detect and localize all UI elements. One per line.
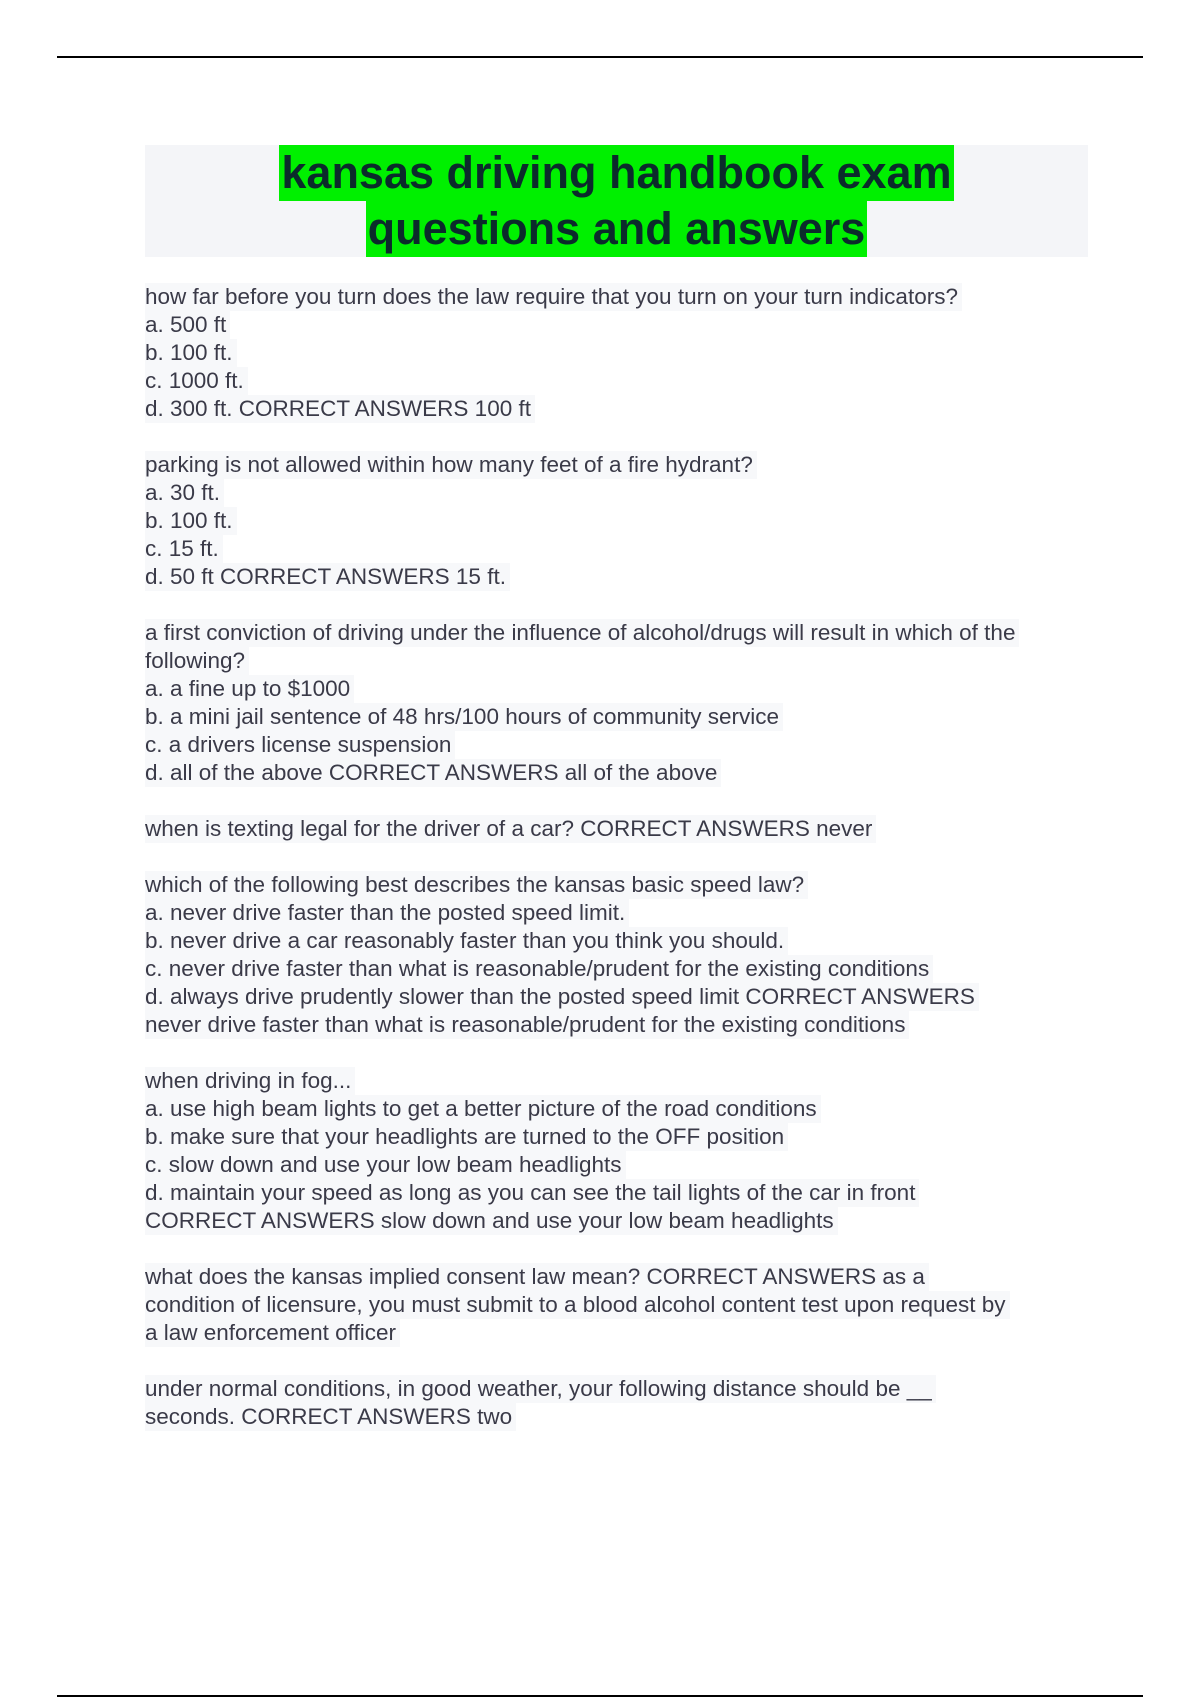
question-block xyxy=(145,815,1090,843)
top-rule xyxy=(57,56,1143,58)
question-line: a. 500 ft xyxy=(145,311,230,339)
question-line: a. a fine up to $1000 xyxy=(145,675,354,703)
question-text: how far before you turn does the law require that you turn on your turn indicators? xyxy=(145,283,962,311)
question-text: what does the kansas implied consent law mean? CORRECT ANSWERS as a xyxy=(145,1263,929,1291)
question-text: when is texting legal for the driver of a car? CORRECT ANSWERS never xyxy=(145,815,876,843)
bottom-rule xyxy=(57,1695,1143,1697)
question-block xyxy=(145,1263,1090,1347)
question-line: c. slow down and use your low beam headlights xyxy=(145,1151,626,1179)
qa-list xyxy=(145,283,1090,1459)
question-line: never drive faster than what is reasonable/prudent for the existing conditions xyxy=(145,1011,909,1039)
question-text: under normal conditions, in good weather, your following distance should be __ xyxy=(145,1375,936,1403)
title-line-1: kansas driving handbook exam xyxy=(279,145,953,201)
question-line: d. maintain your speed as long as you can see the tail lights of the car in front xyxy=(145,1179,919,1207)
question-line: condition of licensure, you must submit to a blood alcohol content test upon request by xyxy=(145,1291,1010,1319)
question-line: d. always drive prudently slower than the posted speed limit CORRECT ANSWERS xyxy=(145,983,979,1011)
question-line: b. 100 ft. xyxy=(145,507,237,535)
question-line: a. never drive faster than the posted speed limit. xyxy=(145,899,629,927)
question-line: d. 50 ft CORRECT ANSWERS 15 ft. xyxy=(145,563,510,591)
question-block xyxy=(145,451,1090,591)
question-line: CORRECT ANSWERS slow down and use your low beam headlights xyxy=(145,1207,838,1235)
question-line: b. make sure that your headlights are turned to the OFF position xyxy=(145,1123,788,1151)
question-text: parking is not allowed within how many feet of a fire hydrant? xyxy=(145,451,757,479)
question-line: c. a drivers license suspension xyxy=(145,731,455,759)
document-title xyxy=(145,145,1088,257)
question-line: a. use high beam lights to get a better picture of the road conditions xyxy=(145,1095,821,1123)
question-line: c. 1000 ft. xyxy=(145,367,248,395)
question-block xyxy=(145,1375,1090,1431)
question-line: b. a mini jail sentence of 48 hrs/100 hours of community service xyxy=(145,703,783,731)
question-block xyxy=(145,1067,1090,1235)
question-line: b. never drive a car reasonably faster than you think you should. xyxy=(145,927,788,955)
question-block xyxy=(145,619,1090,787)
question-line: a law enforcement officer xyxy=(145,1319,400,1347)
question-line: c. 15 ft. xyxy=(145,535,223,563)
question-line: d. 300 ft. CORRECT ANSWERS 100 ft xyxy=(145,395,535,423)
question-text: when driving in fog... xyxy=(145,1067,355,1095)
question-line: a. 30 ft. xyxy=(145,479,224,507)
question-block xyxy=(145,283,1090,423)
title-line-2: questions and answers xyxy=(366,201,868,257)
question-line: c. never drive faster than what is reasonable/prudent for the existing conditions xyxy=(145,955,933,983)
question-text: a first conviction of driving under the influence of alcohol/drugs will result in which of the xyxy=(145,619,1019,647)
question-line: seconds. CORRECT ANSWERS two xyxy=(145,1403,516,1431)
question-line: following? xyxy=(145,647,249,675)
question-block xyxy=(145,871,1090,1039)
question-line: d. all of the above CORRECT ANSWERS all of the above xyxy=(145,759,721,787)
question-line: b. 100 ft. xyxy=(145,339,237,367)
question-text: which of the following best describes the kansas basic speed law? xyxy=(145,871,808,899)
